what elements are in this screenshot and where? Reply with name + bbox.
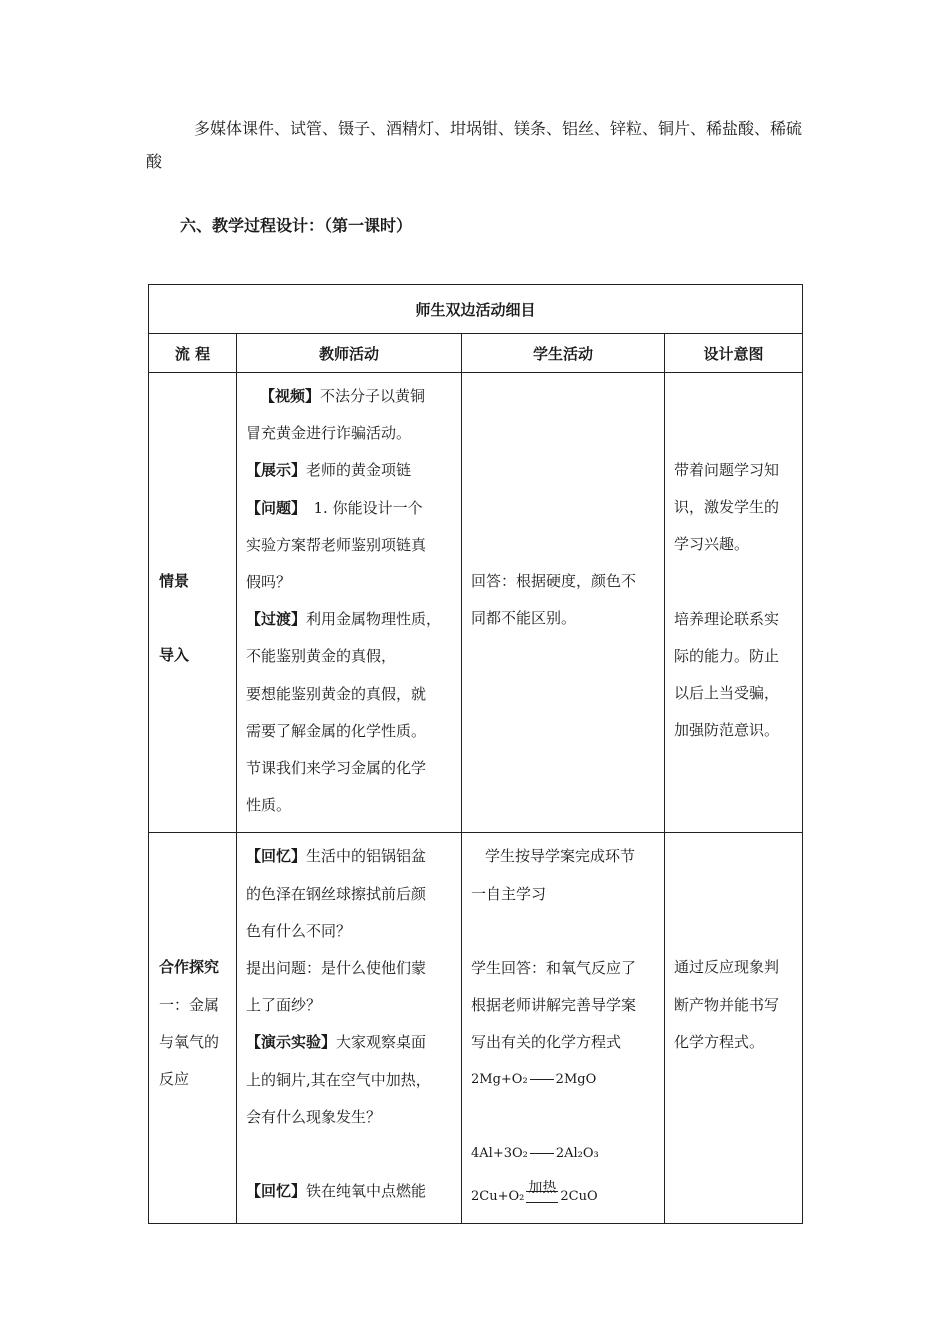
design-text: 通过反应现象判	[674, 958, 780, 977]
design-text: 以后上当受骗，	[674, 684, 780, 703]
teacher-text: 1. 你能设计一个	[298, 498, 423, 517]
teacher-text: 需要了解金属的化学性质。	[246, 721, 427, 740]
flow-label: 合作探究	[159, 958, 220, 977]
tag-show: 【展示】	[246, 461, 307, 480]
flow-cell	[149, 373, 237, 833]
header-flow: 流 程	[149, 334, 237, 373]
equation-al: 4Al+3O₂ 2Al₂O₃	[471, 1146, 599, 1162]
teacher-text: 不能鉴别黄金的真假，	[246, 647, 397, 666]
teacher-text: 上的铜片,其在空气中加热，	[246, 1070, 431, 1089]
student-text: 回答：根据硬度，颜色不	[471, 572, 637, 590]
section-heading: 六、教学过程设计：（第一课时）	[180, 216, 413, 235]
design-text: 带着问题学习知	[674, 461, 780, 479]
teacher-cell	[237, 373, 462, 833]
tag-recall: 【回忆】	[246, 847, 307, 866]
flow-label: 一：金属	[159, 995, 220, 1014]
tag-transition: 【过渡】	[246, 610, 307, 629]
design-text: 培养理论联系实	[674, 609, 780, 628]
teacher-text: 生活中的铝锅铝盆	[306, 847, 427, 866]
teacher-text: 不法分子以黄铜	[320, 387, 426, 405]
activity-table	[148, 284, 803, 1224]
student-cell	[462, 373, 665, 833]
design-text: 学习兴趣。	[674, 535, 750, 554]
teacher-text: 性质。	[246, 796, 292, 815]
teacher-text: 老师的黄金项链	[306, 461, 412, 480]
flow-cell	[149, 833, 237, 1224]
design-text: 识，激发学生的	[674, 498, 780, 517]
table-row	[149, 833, 803, 1224]
flow-label: 导入	[159, 646, 190, 665]
design-text: 化学方程式。	[674, 1032, 765, 1051]
teacher-text: 节课我们来学习金属的化学	[246, 759, 427, 778]
teacher-text: 铁在纯氧中点燃能	[306, 1182, 427, 1201]
teacher-text: 大家观察桌面	[336, 1033, 427, 1052]
header-design: 设计意图	[665, 334, 803, 373]
student-text: 写出有关的化学方程式	[471, 1033, 622, 1052]
student-text: 一自主学习	[471, 884, 547, 903]
design-cell	[665, 373, 803, 833]
tag-demo: 【演示实验】	[246, 1033, 337, 1052]
student-text: 同都不能区别。	[471, 609, 577, 628]
student-text: 学生按导学案完成环节	[485, 847, 636, 866]
table-title: 师生双边活动细目	[149, 285, 803, 334]
flow-label: 反应	[159, 1070, 190, 1089]
header-student: 学生活动	[462, 334, 665, 373]
materials-paragraph: 多媒体课件、试管、镊子、酒精灯、坩埚钳、镁条、铝丝、锌粒、铜片、稀盐酸、稀硫酸	[146, 119, 803, 171]
student-text: 根据老师讲解完善导学案	[471, 996, 637, 1015]
teacher-text: 假吗？	[246, 573, 292, 592]
tag-video: 【视频】	[260, 387, 321, 405]
teacher-text: 的色泽在钢丝球擦拭前后颜	[246, 884, 427, 903]
teacher-text: 要想能鉴别黄金的真假，就	[246, 684, 427, 703]
teacher-text: 色有什么不同？	[246, 921, 352, 940]
design-text: 际的能力。防止	[674, 646, 780, 665]
teacher-text: 冒充黄金进行诈骗活动。	[246, 424, 412, 443]
student-text: 学生回答：和氧气反应了	[471, 958, 637, 977]
tag-recall: 【回忆】	[246, 1182, 307, 1201]
teacher-cell	[237, 833, 462, 1224]
student-cell	[462, 833, 665, 1224]
teacher-text: 提出问题：是什么使他们蒙	[246, 959, 427, 978]
teacher-text: 实验方案帮老师鉴别项链真	[246, 535, 427, 554]
tag-question: 【问题】	[246, 498, 299, 517]
design-cell	[665, 833, 803, 1224]
flow-label: 与氧气的	[159, 1032, 220, 1051]
table-row	[149, 373, 803, 833]
design-text: 加强防范意识。	[674, 721, 780, 740]
teacher-text: 会有什么现象发生？	[246, 1107, 382, 1126]
heat-condition: 加热	[528, 1179, 557, 1196]
design-text: 断产物并能书写	[674, 995, 780, 1014]
flow-label: 情景	[159, 572, 190, 590]
header-teacher: 教师活动	[237, 334, 462, 373]
equation-mg: 2Mg+O₂ 2MgO	[471, 1072, 597, 1088]
equation-cu: 2Cu+O₂ 加热 2CuO	[471, 1178, 656, 1215]
teacher-text: 上了面纱？	[246, 996, 322, 1015]
teacher-text: 利用金属物理性质，	[306, 610, 442, 629]
